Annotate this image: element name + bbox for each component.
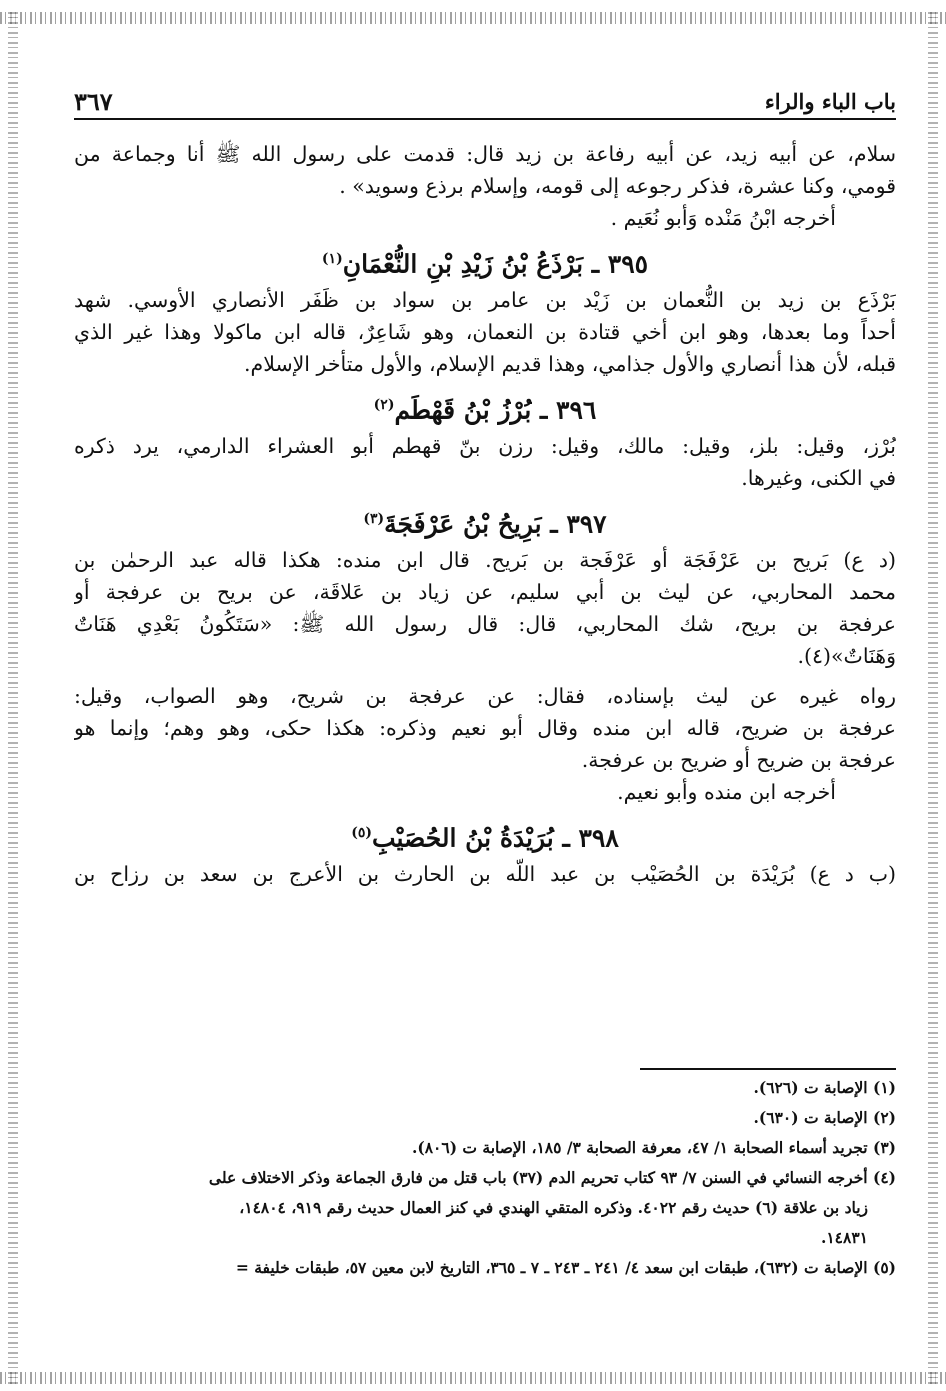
footnote: (٢) الإصابة ت (٦٣٠). <box>753 1108 896 1127</box>
page-number: ٣٦٧ <box>74 86 113 116</box>
text-line: أخرجه ابْنُ مَنْده وَأبو نُعَيم . <box>610 206 836 230</box>
footnote-ref: (٢) <box>373 397 395 413</box>
text-line: سلام، عن أبيه زيد، عن أبيه رفاعة بن زيد قال: قدمت على رسول الله ﷺ أنا وجماعة من <box>74 142 896 166</box>
heading-text: ٣٩٥ ـ بَرْذَعُ بْنُ زَيْدِ بْنِ النُّعْمَانِ <box>342 249 649 279</box>
text-line: في الكنى، وغيرها. <box>741 466 896 490</box>
text-line: رواه غيره عن ليث بإسناده، فقال: عن عرفجة بن شريح، وهو الصواب، وقيل: <box>74 684 896 708</box>
footnote: (٣) تجريد أسماء الصحابة ١/ ٤٧، معرفة الصحابة ٣/ ١٨٥، الإصابة ت (٨٠٦). <box>411 1138 896 1157</box>
footnote: (٤) أخرجه النسائي في السنن ٧/ ٩٣ كتاب تحريم الدم (٣٧) باب قتل من فارق الجماعة وذكر الاختلاف على <box>208 1168 896 1187</box>
text-line: بُرْز، وقيل: بلز، وقيل: مالك، وقيل: رزن بنّ قهطم أبو العشراء الدارمي، يرد ذكره <box>74 434 896 458</box>
heading-text: ٣٩٨ ـ بُرَيْدَةُ بْنُ الحُصَيْبِ <box>371 823 619 853</box>
text-line: وَهَنَاتٌ»(٤). <box>797 644 896 668</box>
footnote-continuation: ١٤٨٣١. <box>820 1228 868 1247</box>
heading-text: ٣٩٦ ـ بُرْزُ بْنُ قَهْطَم <box>394 395 597 425</box>
decorative-border-top <box>0 12 946 24</box>
decorative-border-right <box>928 12 938 1384</box>
decorative-border-left <box>8 12 18 1384</box>
text-line: (د ع) بَريح بن عَرْفَجَة أو عَرْفَجة بن بَريح. قال ابن منده: هكذا قاله عبد الرحمٰن بن <box>74 548 896 572</box>
footnote-rule <box>640 1068 896 1070</box>
text-line: (ب د ع) بُرَيْدَة بن الحُصَيْب بن عبد اللّه بن الحارث بن الأعرج بن سعد بن رزاح بن <box>74 862 896 886</box>
footnote-continuation: زياد بن علاقة (٦) حديث رقم ٤٠٢٢. وذكره المتقي الهندي في كنز العمال حديث رقم ٩١٩، ١٤٨٠٤، <box>239 1198 868 1217</box>
main-text <box>74 138 896 890</box>
text-line: قبله، لأن هذا أنصاري والأول جذامي، وهذا قديم الإسلام، والأول متأخر الإسلام. <box>244 352 896 376</box>
text-line: محمد المحاربي، عن ليث بن أبي سليم، عن زياد بن عَلاقَة، عن بريح بن عرفجة أو <box>74 580 896 604</box>
heading-text: ٣٩٧ ـ بَرِيحُ بْنُ عَرْفَجَةَ <box>384 509 607 539</box>
running-title: باب الباء والراء <box>764 88 896 114</box>
text-line: عرفجة بن ضريح أو ضريح بن عرفجة. <box>581 748 896 772</box>
footnote-ref: (٥) <box>351 825 372 841</box>
entry-heading-397 <box>74 494 896 544</box>
decorative-border-bottom <box>0 1372 946 1384</box>
entry-heading-396 <box>74 380 896 430</box>
text-line: عرفجة بن بريح، شك المحاربي، قال: قال رسول الله ﷺ: «سَتَكُونُ بَعْدِي هَنَاتٌ <box>74 612 896 636</box>
page-header <box>74 86 896 116</box>
footnote: (٥) الإصابة ت (٦٣٢)، طبقات ابن سعد ٤/ ٢٤١ ـ ٢٤٣ ـ ٧ ـ ٣٦٥، التاريخ لابن معين ٥٧، طبقات خليفة = <box>235 1258 896 1277</box>
entry-heading-395 <box>74 234 896 284</box>
header-rule <box>74 118 896 120</box>
footnotes <box>74 1073 896 1283</box>
footnote-ref: (١) <box>321 251 343 267</box>
text-line: أحداً وما بعدها، وهو ابن أخي قتادة بن النعمان، وهو شَاعِرٌ، قاله ابن ماكولا وهذا غير الذي <box>74 320 896 344</box>
text-line: أخرجه ابن منده وأبو نعيم. <box>617 780 836 804</box>
footnote: (١) الإصابة ت (٦٢٦). <box>753 1078 896 1097</box>
text-line: عرفجة بن ضريح، قاله ابن منده وقال أبو نعيم وذكره: هكذا حكى، وهو وهم؛ وإنما هو <box>74 716 896 740</box>
footnote-ref: (٣) <box>363 511 385 527</box>
text-line: بَرْذَع بن زيد بن النُّعمان بن زَيْد بن عامر بن سواد بن ظَفَر الأنصاري الأوسي. شهد <box>74 288 896 312</box>
text-line: قومي، وكنا عشرة، فذكر رجوعه إلى قومه، وإسلام برذع وسويد» . <box>339 174 896 198</box>
entry-heading-398 <box>74 808 896 858</box>
